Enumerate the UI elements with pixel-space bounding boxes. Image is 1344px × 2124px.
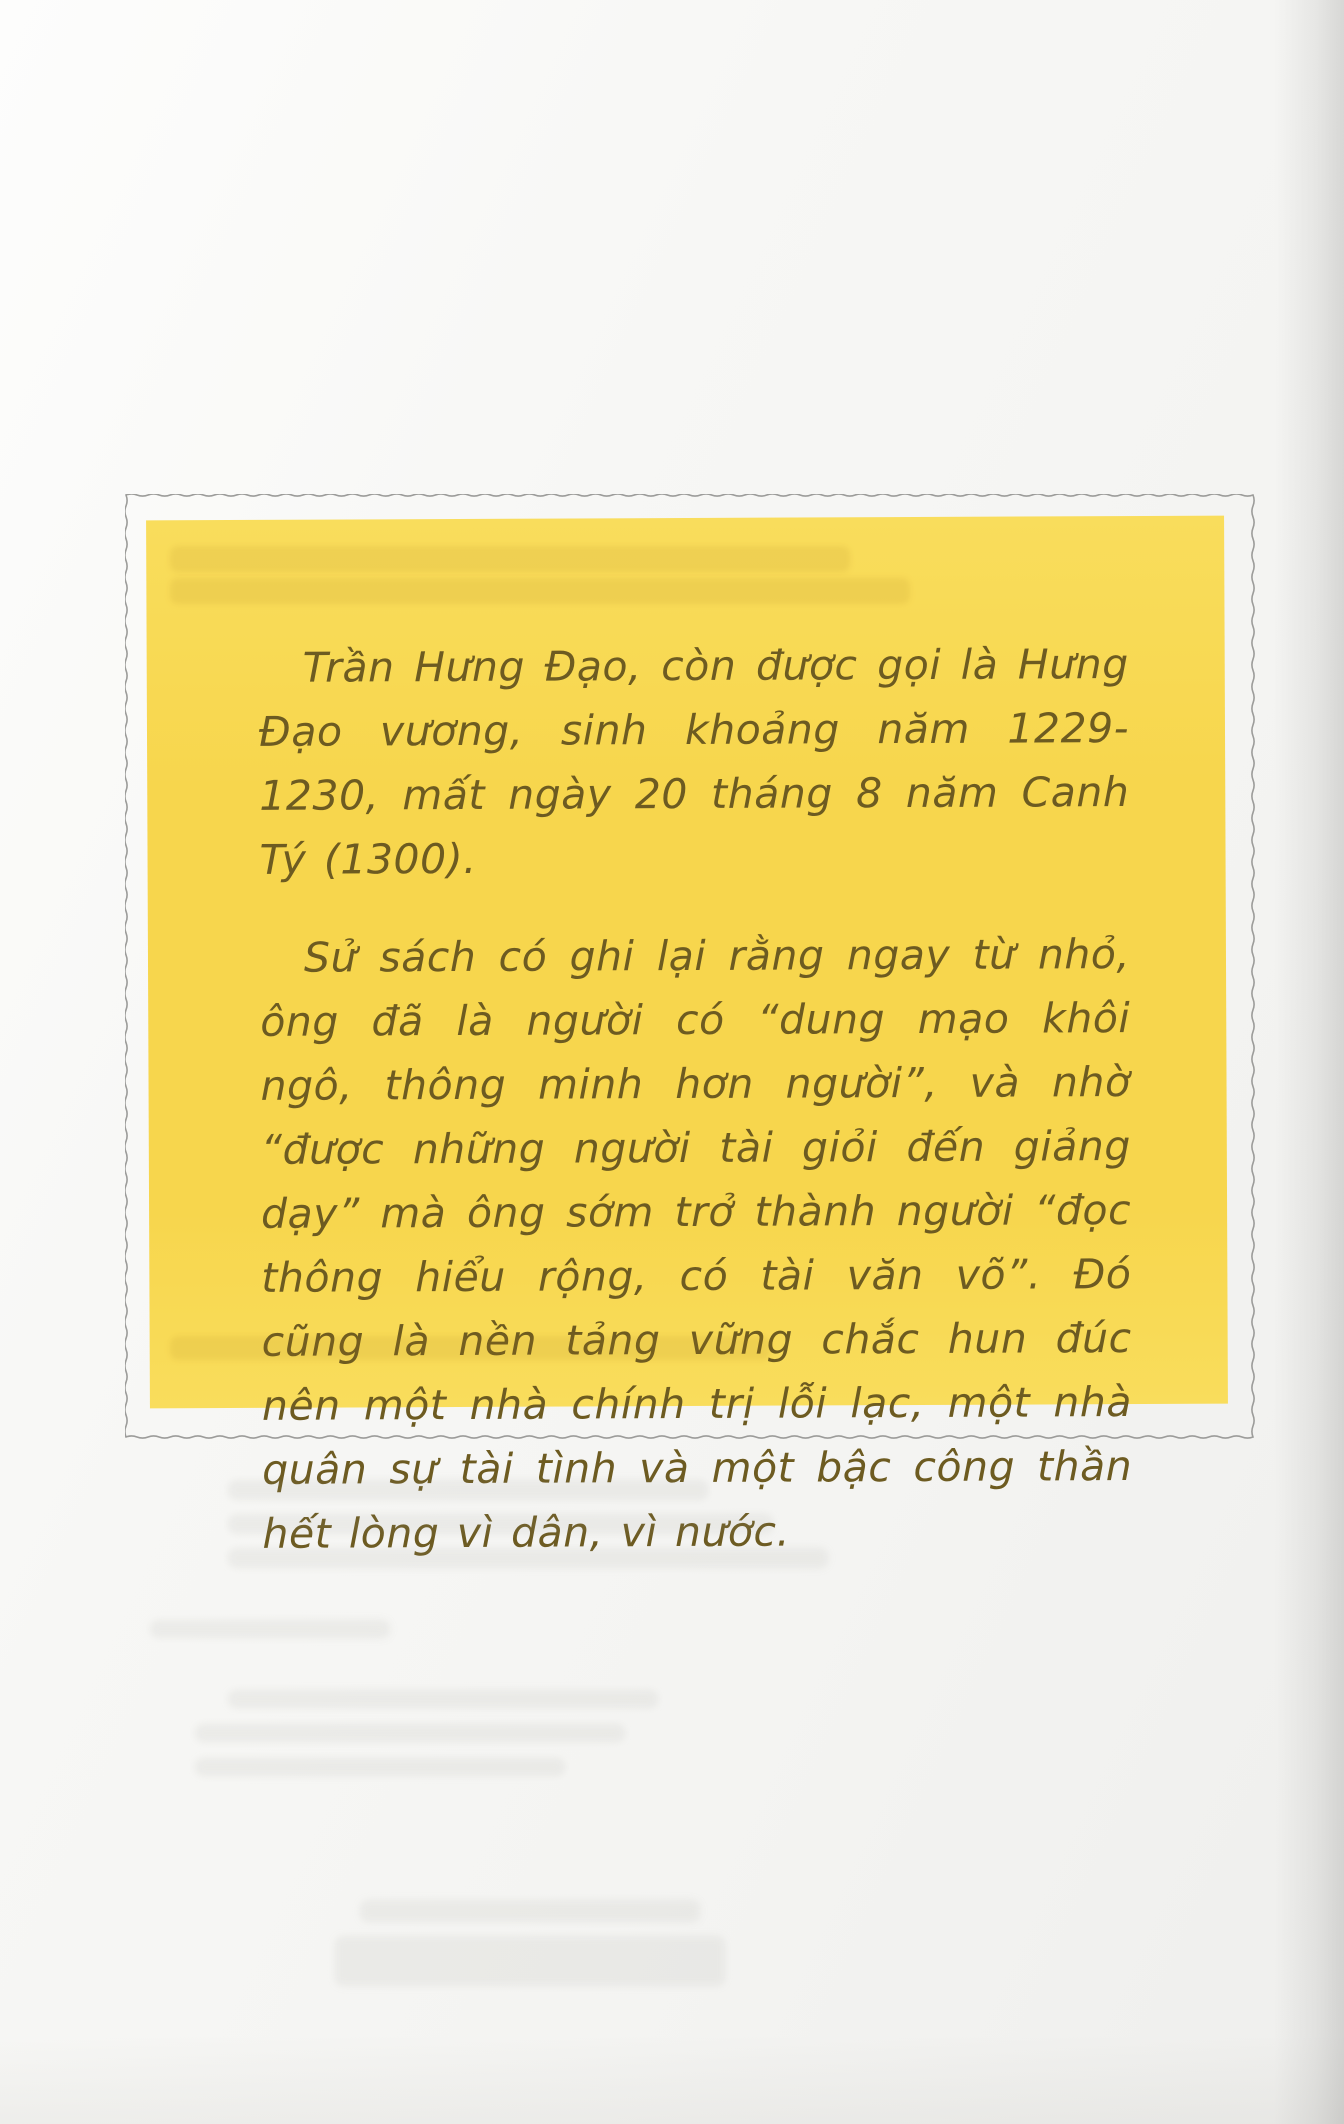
yellow-callout-panel: [146, 516, 1228, 1558]
bleed-through-smudge: [228, 1690, 658, 1708]
bleed-through-smudge: [335, 1936, 725, 1986]
page-edge-shadow: [1274, 0, 1344, 2124]
callout-text: [259, 632, 1133, 1566]
bleed-through-smudge: [150, 1620, 390, 1638]
bleed-through-smudge: [195, 1758, 565, 1776]
bleed-through-smudge: [195, 1724, 625, 1742]
bleed-through-smudge: [360, 1900, 700, 1922]
callout-paragraph-2: Sử sách có ghi lại rằng ngay từ nhỏ, ông đã là người có “dung mạo khôi ngô, thông minh hơn người”, và nhờ “được những người tài giỏi đến giảng dạy” mà ông sớm trở thành người “đọc thông hiểu rộng, có tài văn võ”. Đó cũng là nền tảng vững chắc hun đúc nên một nhà chính trị lỗi lạc, một nhà quân sự tài tình và một bậc công thần hết lòng vì dân, vì nước.: [260, 930, 1133, 1558]
callout-paragraph-1: Trần Hưng Đạo, còn được gọi là Hưng Đạo vương, sinh khoảng năm 1229-1230, mất ngày 20 tháng 8 năm Canh Tý (1300).: [258, 640, 1130, 884]
bleed-through-smudge: [228, 1480, 708, 1500]
bleed-through-smudge: [228, 1548, 828, 1568]
page-bottom-shadow: [0, 2034, 1344, 2124]
bleed-through-smudge: [228, 1514, 773, 1534]
bleed-through-smudge: [170, 578, 910, 604]
bleed-through-smudge: [170, 1336, 770, 1360]
bleed-through-smudge: [170, 546, 850, 572]
